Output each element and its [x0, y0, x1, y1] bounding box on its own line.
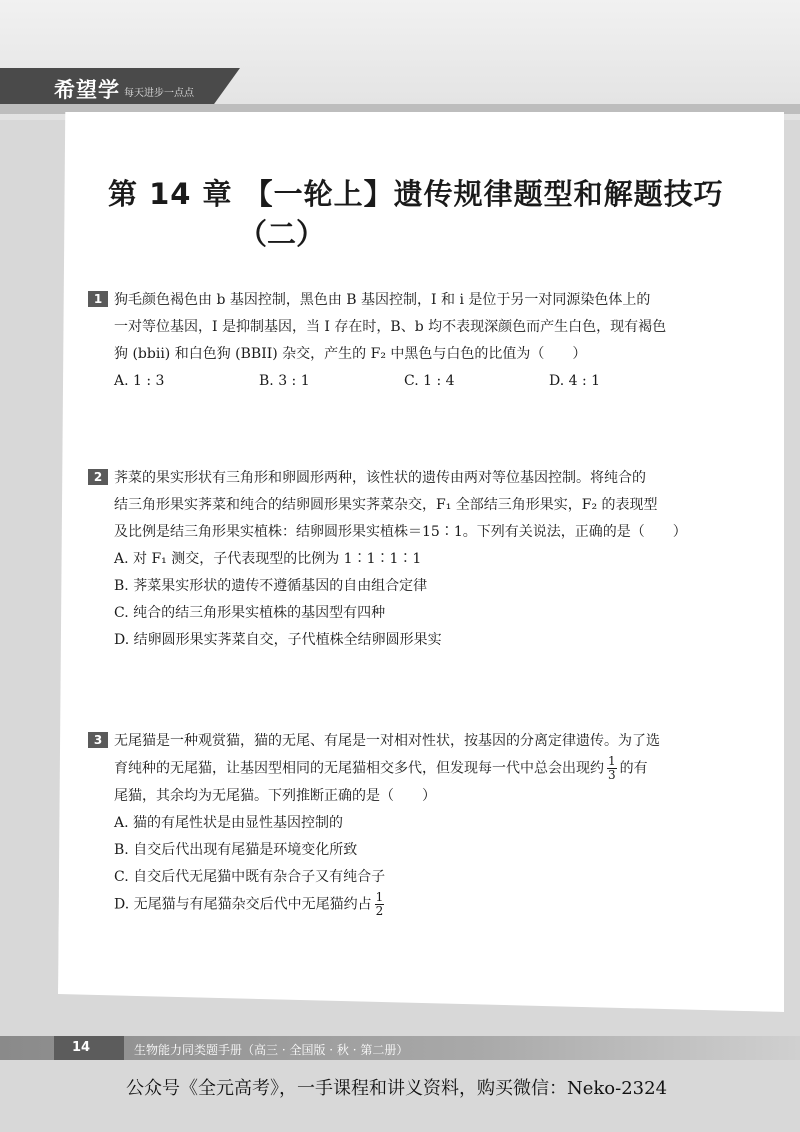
question-number: 1: [88, 291, 108, 307]
option-a: A. 猫的有尾性状是由显性基因控制的: [114, 814, 344, 831]
question-1: [88, 287, 728, 395]
question-3-line-2: 育纯种的无尾猫，让基因型相同的无尾猫相交多代，但发现每一代中总会出现约 $\frac{1}{3}$ 的有: [114, 754, 648, 782]
brand-slogan: 每天进步一点点: [124, 88, 194, 99]
option-a: A. 对 F₁ 测交，子代表现型的比例为 1∶1∶1∶1: [114, 551, 422, 567]
question-2: [88, 465, 728, 654]
question-1-line-1: 1 狗毛颜色褐色由 b 基因控制，黑色由 B 基因控制，I 和 i 是位于另一对同源染色体上的: [88, 287, 728, 314]
bottom-note: 公众号《全元高考》，一手课程和讲义资料，购买微信：Neko-2324: [126, 1078, 668, 1099]
brand-logo: 希望学: [54, 78, 120, 102]
question-2-line-3: 及比例是结三角形果实植株：结卵圆形果实植株＝15∶1。下列有关说法，正确的是（ ）: [114, 524, 687, 540]
question-number: 3: [88, 732, 108, 748]
option-d: D. 4 : 1: [549, 373, 601, 389]
option-b: B. 自交后代出现有尾猫是环境变化所致: [114, 841, 358, 858]
chapter-title: 第 14 章 【一轮上】遗传规律题型和解题技巧: [108, 177, 724, 211]
option-d: D. 无尾猫与有尾猫杂交后代中无尾猫约占 $\frac{1}{2}$: [114, 889, 384, 918]
question-3: [88, 728, 728, 918]
header-band: [0, 68, 240, 108]
option-c: C. 纯合的结三角形果实植株的基因型有四种: [114, 605, 386, 621]
fraction: $\frac{1}{3}$: [608, 754, 616, 782]
question-1-line-2: 一对等位基因，I 是抑制基因，当 I 存在时，B、b 均不表现深颜色而产生白色，现有褐色: [114, 319, 667, 335]
option-c: C. 1 : 4: [404, 373, 455, 389]
question-number: 2: [88, 469, 108, 485]
fraction: $\frac{1}{2}$: [375, 889, 384, 918]
option-a: A. 1 : 3: [114, 373, 165, 389]
question-3-line-1: 3 无尾猫是一种观赏猫，猫的无尾、有尾是一对相对性状，按基因的分离定律遗传。为了选: [88, 728, 728, 755]
chapter-title-line2: （二）: [238, 217, 326, 251]
question-2-line-2: 结三角形果实荠菜和纯合的结卵圆形果实荠菜杂交，F₁ 全部结三角形果实，F₂ 的表现型: [114, 497, 658, 513]
question-1-options: [88, 368, 728, 395]
option-c: C. 自交后代无尾猫中既有杂合子又有纯合子: [114, 868, 386, 885]
question-1-line-3: 狗 (bbii) 和白色狗 (BBII) 杂交，产生的 F₂ 中黑色与白色的比值为（ ）: [114, 346, 587, 362]
question-2-line-1: 2 荠菜的果实形状有三角形和卵圆形两种，该性状的遗传由两对等位基因控制。将纯合的: [88, 465, 728, 492]
option-b: B. 3 : 1: [259, 373, 310, 389]
option-b: B. 荠菜果实形状的遗传不遵循基因的自由组合定律: [114, 578, 428, 594]
option-d: D. 结卵圆形果实荠菜自交，子代植株全结卵圆形果实: [114, 632, 442, 648]
question-3-line-3: 尾猫，其余均为无尾猫。下列推断正确的是（ ）: [114, 787, 436, 804]
page-number: 14: [72, 1040, 91, 1055]
book-title: 生物能力同类题手册（高三 · 全国版 · 秋 · 第二册）: [134, 1043, 409, 1057]
